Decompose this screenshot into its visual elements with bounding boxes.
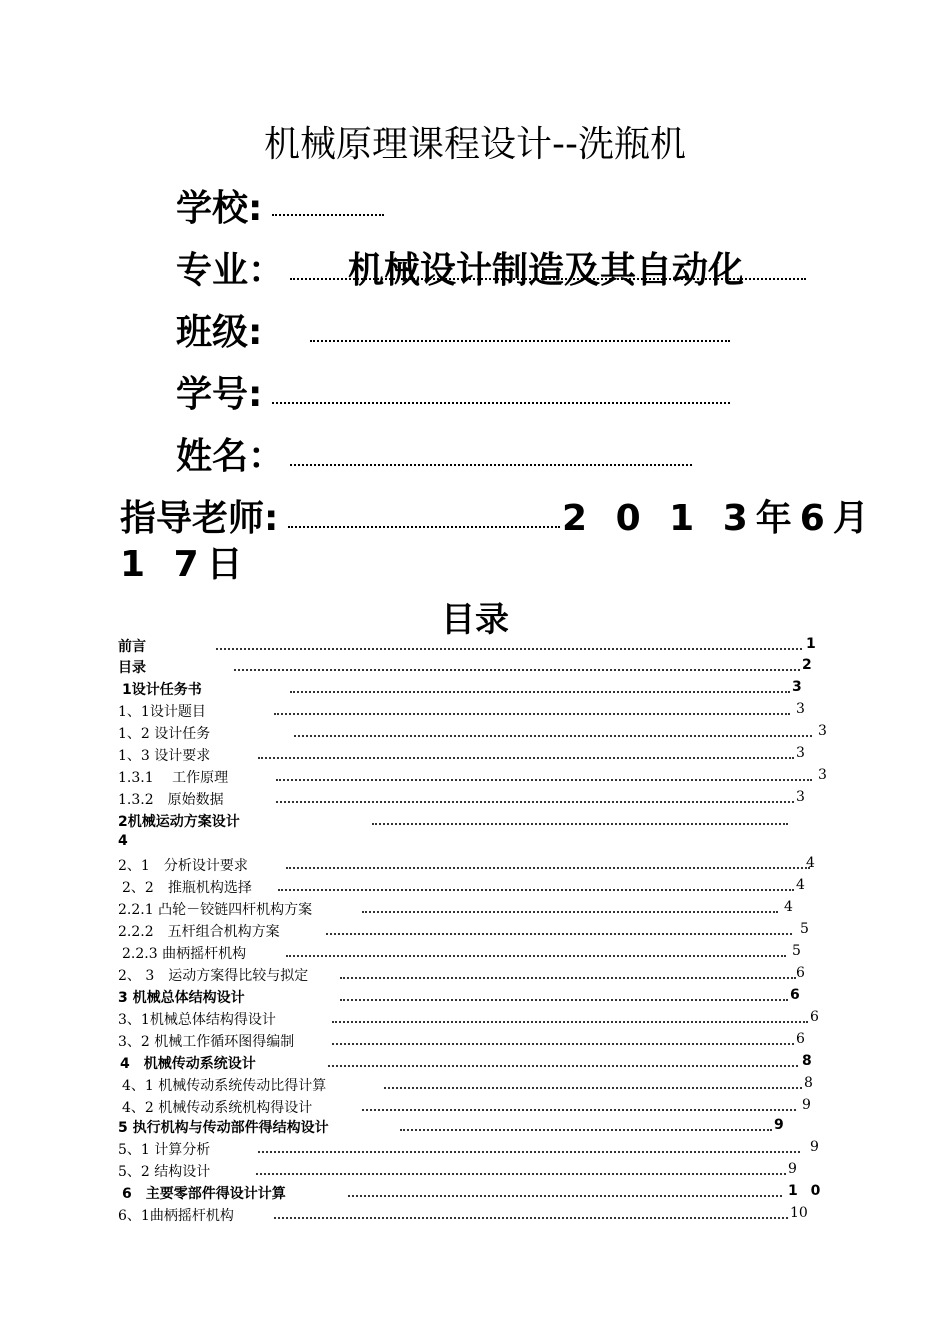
toc-entry-page: 8 (804, 1075, 813, 1091)
advisor-blank (288, 526, 560, 528)
school-label: 学校: (176, 188, 263, 229)
toc-leader (362, 1109, 796, 1111)
toc-entry-label: 2、 3 运动方案得比较与拟定 (118, 968, 309, 984)
class-blank (310, 340, 730, 342)
toc-entry-page: 9 (810, 1139, 819, 1155)
toc-leader (286, 955, 786, 957)
toc-entry[interactable] (118, 1139, 838, 1159)
toc-entry[interactable] (118, 1205, 838, 1225)
toc-leader (372, 823, 788, 825)
toc-entry-label: 前言 (118, 639, 146, 655)
toc-entry-page: 4 (796, 877, 805, 893)
toc-entry-label: 2.2.1 凸轮－铰链四杆机构方案 (118, 902, 313, 918)
toc-entry[interactable] (118, 745, 838, 765)
toc-leader (258, 757, 794, 759)
toc-entry-page: 4 (784, 899, 793, 915)
toc-entry[interactable] (118, 1183, 838, 1203)
name-label: 姓名： (176, 436, 285, 477)
document-title: 机械原理课程设计--洗瓶机 (264, 124, 686, 165)
toc-entry-label: 1、3 设计要求 (118, 748, 211, 764)
toc-entry-label: 1、2 设计任务 (118, 726, 211, 742)
toc-entry-page: 5 (800, 921, 809, 937)
toc-entry[interactable] (118, 987, 838, 1007)
date-line-1: 2 0 1 3年6月 (562, 498, 877, 539)
toc-entry-label: 3、2 机械工作循环图得编制 (118, 1034, 295, 1050)
toc-entry[interactable] (118, 789, 838, 809)
toc-entry[interactable] (118, 767, 838, 787)
toc-entry-page: 9 (788, 1161, 797, 1177)
major-value: 机械设计制造及其自动化 (348, 250, 745, 291)
name-blank (290, 464, 692, 466)
toc-entry[interactable] (118, 1161, 838, 1181)
toc-entry-label: 5、2 结构设计 (118, 1164, 211, 1180)
toc-entry-page: 9 (774, 1117, 784, 1133)
toc-entry-page: 6 (796, 965, 805, 981)
toc-entry-label: 5 执行机构与传动部件得结构设计 (118, 1120, 329, 1136)
student-id-blank (272, 402, 730, 404)
toc-entry[interactable] (118, 701, 838, 721)
toc-entry-page: 3 (818, 767, 827, 783)
toc-entry-label: 目录 (118, 660, 146, 676)
toc-entry[interactable] (118, 1031, 838, 1051)
major-blank (290, 278, 806, 280)
toc-entry-page: 9 (802, 1097, 811, 1113)
toc-entry[interactable] (118, 723, 838, 743)
toc-entry-page: 1 0 (788, 1183, 825, 1199)
toc-entry[interactable] (118, 1053, 838, 1073)
toc-entry[interactable] (118, 679, 838, 699)
toc-leader (348, 1195, 782, 1197)
toc-entry-page: 6 (790, 987, 800, 1003)
toc-leader (290, 691, 790, 693)
toc-leader (328, 1065, 798, 1067)
toc-leader (286, 867, 810, 869)
toc-entry[interactable] (118, 1097, 838, 1117)
toc-leader (278, 889, 794, 891)
toc-entry-page: 1 (806, 636, 816, 652)
toc-leader (216, 648, 802, 650)
advisor-label: 指导老师: (120, 498, 279, 539)
toc-entry-label: 1.3.1 工作原理 (118, 770, 229, 786)
toc-leader (384, 1087, 802, 1089)
toc-entry-page: 8 (802, 1053, 812, 1069)
toc-entry-label: 2机械运动方案设计 (118, 814, 240, 830)
toc-leader (332, 1021, 808, 1023)
toc-entry-label: 3、1机械总体结构得设计 (118, 1012, 276, 1028)
toc-entry-label: 6、1曲柄摇杆机构 (118, 1208, 234, 1224)
toc-entry-page: 10 (790, 1205, 808, 1221)
major-label: 专业： (176, 250, 285, 291)
toc-entry-label: 2、1 分析设计要求 (118, 858, 248, 874)
toc-entry-page: 3 (792, 679, 802, 695)
toc-entry[interactable] (118, 855, 838, 875)
toc-title: 目录 (441, 600, 509, 640)
toc-entry-label: 4 机械传动系统设计 (120, 1056, 256, 1072)
toc-entry-label: 2.2.2 五杆组合机构方案 (118, 924, 280, 940)
toc-leader (332, 1043, 794, 1045)
toc-entry[interactable] (118, 965, 838, 985)
toc-entry-label: 1设计任务书 (122, 682, 202, 698)
toc-entry-page: 3 (796, 789, 805, 805)
toc-entry[interactable] (118, 657, 838, 677)
toc-leader (362, 911, 778, 913)
toc-entry-page: 4 (118, 833, 128, 849)
toc-leader (340, 999, 788, 1001)
toc-entry-label: 2、2 推瓶机构选择 (122, 880, 252, 896)
toc-entry[interactable] (118, 899, 838, 919)
toc-leader (256, 1173, 786, 1175)
toc-entry[interactable] (118, 943, 838, 963)
toc-entry[interactable] (118, 811, 838, 849)
toc-entry-label: 1、1设计题目 (118, 704, 206, 720)
toc-entry-page: 3 (818, 723, 827, 739)
toc-leader (400, 1129, 772, 1131)
toc-leader (274, 1217, 788, 1219)
toc-entry-label: 4、1 机械传动系统传动比得计算 (122, 1078, 327, 1094)
toc-entry-label: 6 主要零部件得设计计算 (122, 1186, 286, 1202)
toc-leader (274, 713, 790, 715)
toc-leader (276, 801, 794, 803)
toc-entry-label: 1.3.2 原始数据 (118, 792, 224, 808)
toc-entry-page: 6 (810, 1009, 819, 1025)
class-label: 班级: (176, 312, 263, 353)
toc-leader (276, 779, 812, 781)
student-id-label: 学号: (176, 374, 263, 415)
toc-leader (234, 669, 800, 671)
date-line-2: 1 7日 (120, 544, 251, 585)
toc-entry[interactable] (118, 1117, 838, 1137)
toc-leader (340, 977, 796, 979)
toc-entry-page: 5 (792, 943, 801, 959)
toc-entry[interactable] (118, 921, 838, 941)
toc-entry-label: 2.2.3 曲柄摇杆机构 (122, 946, 247, 962)
toc-entry[interactable] (118, 1009, 838, 1029)
toc-entry-label: 4、2 机械传动系统机构得设计 (122, 1100, 313, 1116)
toc-entry-label: 5、1 计算分析 (118, 1142, 211, 1158)
toc-entry[interactable] (118, 877, 838, 897)
toc-entry-page: 6 (796, 1031, 805, 1047)
toc-leader (326, 933, 792, 935)
toc-entry-label: 3 机械总体结构设计 (118, 990, 245, 1006)
toc-leader (258, 1151, 800, 1153)
toc-entry-page: 4 (806, 855, 815, 871)
toc-entry-page: 3 (796, 701, 805, 717)
toc-entry[interactable] (118, 636, 838, 656)
toc-leader (294, 735, 812, 737)
toc-entry-page: 3 (796, 745, 805, 761)
toc-entry-page: 2 (802, 657, 812, 673)
toc-entry[interactable] (118, 1075, 838, 1095)
school-blank (272, 214, 384, 216)
